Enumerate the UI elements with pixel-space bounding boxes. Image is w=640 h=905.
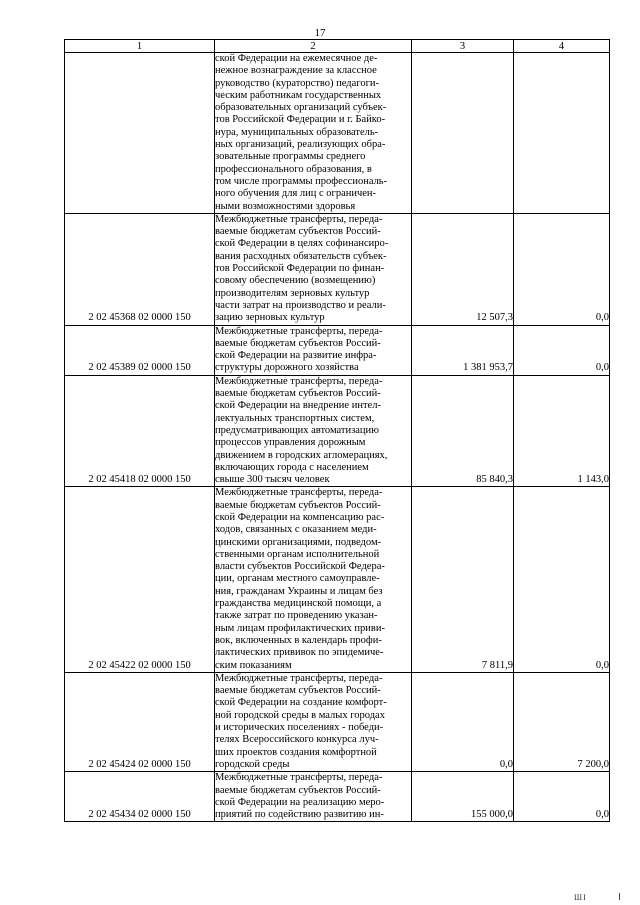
table-row <box>65 325 610 375</box>
budget-code-cell <box>65 325 215 375</box>
budget-code-cell-text: 2 02 45389 02 0000 150 <box>88 362 191 374</box>
description-cell <box>215 53 412 214</box>
amount-col3-cell <box>412 213 514 325</box>
amount-col4-cell <box>514 213 610 325</box>
table-row <box>65 487 610 672</box>
description-cell-text: Межбюджетные трансферты, переда- ваемые бюджетам субъектов Россий- ской Федерации на компенсацию рас- ходов, связанных с оказанием меди- цинскими организациями, подведом- ственными органам исполнительной власти субъектов Российской Федера- ции, органам местного самоуправле- ния, гражданам Украины и лицам без гражданства медицинской помощи, а также затрат по проведению указан- ным лицам профилактических приви- вок, включенных в календарь профи- лактических прививок по эпидемиче- ским показаниям <box>215 487 385 671</box>
amount-col4-cell <box>514 375 610 487</box>
budget-code-cell-text: 2 02 45418 02 0000 150 <box>88 474 191 486</box>
description-cell <box>215 325 412 375</box>
budget-code-cell <box>65 213 215 325</box>
table-row <box>65 213 610 325</box>
budget-code-cell <box>65 53 215 214</box>
amount-col4-cell-text: 7 200,0 <box>577 758 609 770</box>
amount-col3-cell-text: 1 381 953,7 <box>463 362 513 374</box>
amount-col3-cell <box>412 487 514 672</box>
column-header-3: 3 <box>412 40 514 53</box>
column-header-4: 4 <box>514 40 610 53</box>
description-cell-text: Межбюджетные трансферты, переда- ваемые бюджетам субъектов Россий- ской Федерации на реализацию меро- приятий по содействию развитию ин- <box>215 772 385 821</box>
amount-col3-cell <box>412 375 514 487</box>
amount-col4-cell-text: 0,0 <box>595 312 609 324</box>
amount-col4-cell <box>514 53 610 214</box>
budget-code-cell-text: 2 02 45434 02 0000 150 <box>88 809 191 821</box>
budget-code-cell-text: 2 02 45422 02 0000 150 <box>88 659 191 671</box>
description-cell-text: Межбюджетные трансферты, переда- ваемые бюджетам субъектов Россий- ской Федерации в целях софинансиро- вания расходных обязательств субъек- тов Российской Федерации по финан- совому обеспечению (возмещению) производителям зерновых культур части затрат на производство и реали- зацию зерновых культур <box>215 213 389 324</box>
description-cell-text: Межбюджетные трансферты, переда- ваемые бюджетам субъектов Россий- ской Федерации на развитие инфра- структуры дорожного хозяйства <box>215 325 383 374</box>
amount-col3-cell-text: 85 840,3 <box>476 474 513 486</box>
description-cell <box>215 672 412 771</box>
budget-table <box>64 39 610 822</box>
column-header-row <box>65 40 610 53</box>
amount-col4-cell <box>514 325 610 375</box>
amount-col3-cell-text: 155 000,0 <box>471 809 513 821</box>
amount-col3-cell <box>412 672 514 771</box>
amount-col4-cell <box>514 672 610 771</box>
table-row <box>65 53 610 214</box>
amount-col4-cell-text: 0,0 <box>595 362 609 374</box>
description-cell-text: Межбюджетные трансферты, переда- ваемые бюджетам субъектов Россий- ской Федерации на внедрение интел- лектуальных транспортных систем, предусматривающих автоматизацию процессов управления дорожным движением в городских агломерациях, включающих города с населением свыше 300 тысяч человек <box>215 375 388 486</box>
description-cell-text: ской Федерации на ежемесячное де- нежное вознаграждение за классное руководство (кураторство) педагоги- ческим работникам государственных образовательных организаций субъек- тов Российской Федерации и г. Байко- нура, муниципальных образователь- ных организаций, реализующих обра- зовательные программы среднего профессионального образования, в том числе программы профессиональ- ного обучения для лиц с ограничен- ными возможностями здоровья <box>215 53 388 212</box>
footer-mark: ШI <box>574 893 587 902</box>
budget-code-cell <box>65 375 215 487</box>
amount-col3-cell-text: 7 811,9 <box>481 659 513 671</box>
description-cell-text: Межбюджетные трансферты, переда- ваемые бюджетам субъектов Россий- ской Федерации на создание комфорт- ной городской среды в малых городах и исторических поселениях - победи- телях Всероссийского конкурса луч- ших проектов создания комфортной городской среды <box>215 672 387 770</box>
column-header-1: 1 <box>65 40 215 53</box>
page-number: 17 <box>314 27 326 39</box>
table-row <box>65 772 610 822</box>
budget-code-cell <box>65 672 215 771</box>
table-row <box>65 375 610 487</box>
description-cell <box>215 213 412 325</box>
description-cell <box>215 375 412 487</box>
table-row <box>65 672 610 771</box>
amount-col3-cell-text: 12 507,3 <box>476 312 513 324</box>
budget-code-cell <box>65 487 215 672</box>
amount-col4-cell-text: 0,0 <box>595 809 609 821</box>
description-cell <box>215 487 412 672</box>
column-header-2: 2 <box>215 40 412 53</box>
description-cell <box>215 772 412 822</box>
amount-col4-cell-text: 1 143,0 <box>577 474 609 486</box>
budget-code-cell <box>65 772 215 822</box>
amount-col3-cell <box>412 53 514 214</box>
amount-col3-cell-text: 0,0 <box>499 758 513 770</box>
amount-col4-cell <box>514 772 610 822</box>
footer-tick <box>619 893 620 900</box>
amount-col4-cell-text: 0,0 <box>595 659 609 671</box>
budget-code-cell-text: 2 02 45368 02 0000 150 <box>88 312 191 324</box>
budget-code-cell-text: 2 02 45424 02 0000 150 <box>88 758 191 770</box>
amount-col3-cell <box>412 325 514 375</box>
amount-col3-cell <box>412 772 514 822</box>
amount-col4-cell <box>514 487 610 672</box>
